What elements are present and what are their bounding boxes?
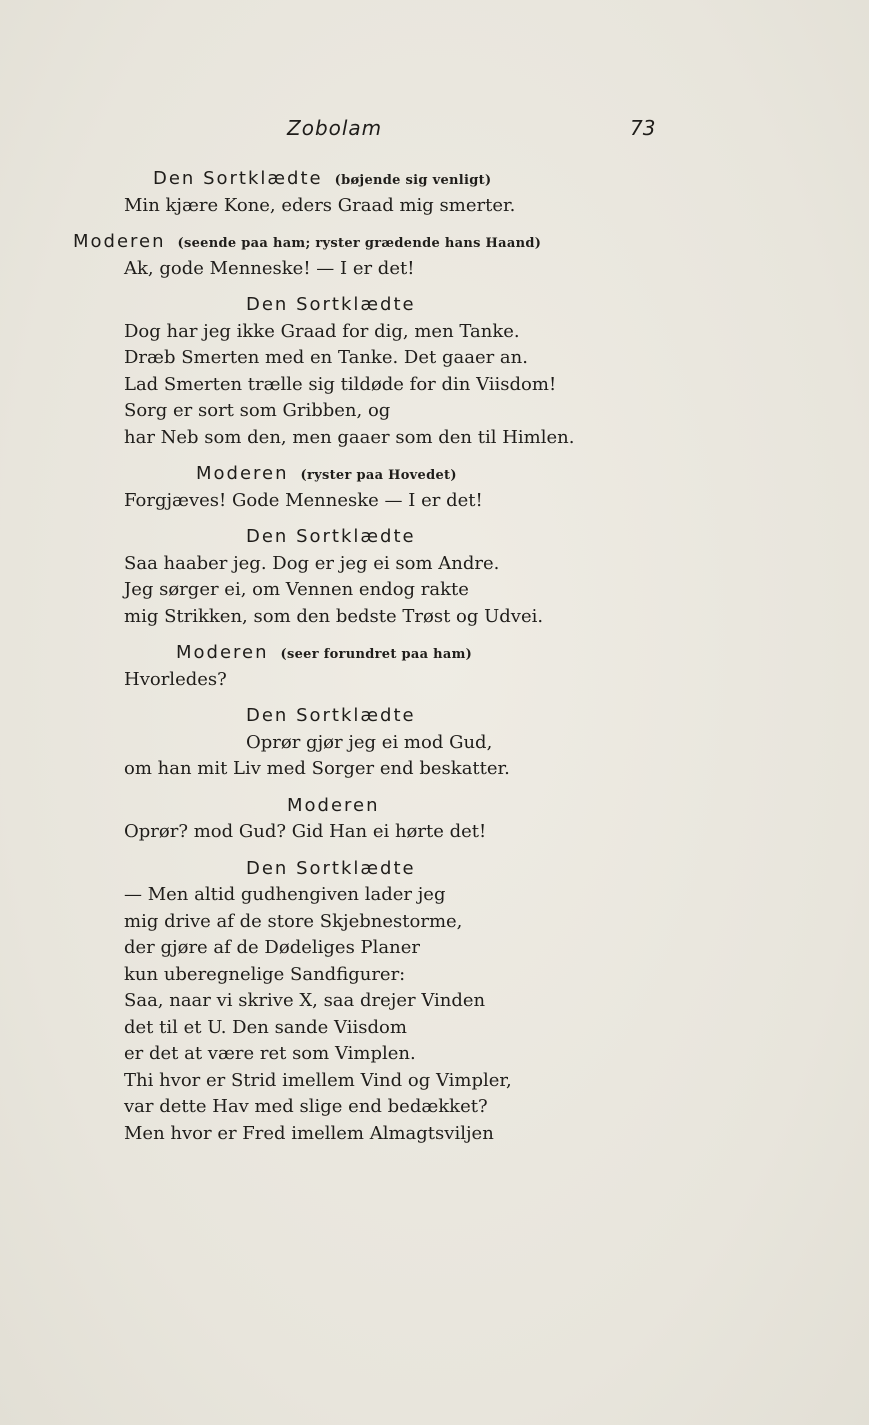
verse-line: Oprør? mod Gud? Gid Han ei hørte det! — [124, 821, 487, 842]
speaker-name: Moderen — [196, 463, 289, 484]
speaker-line — [0, 524, 869, 551]
speaker-line — [0, 166, 869, 193]
speaker-name: Moderen — [287, 794, 380, 816]
speaker-name: Den Sortklædte — [246, 857, 416, 879]
speaker-line — [0, 292, 869, 319]
verse-line: Thi hvor er Strid imellem Vind og Vimpler, — [124, 1069, 512, 1091]
speaker-name: Den Sortklædte — [246, 705, 416, 726]
speaker-name: Moderen — [73, 231, 166, 252]
speaker-line — [0, 640, 869, 667]
verse-line: Lad Smerten trælle sig tildøde for din Viisdom! — [124, 373, 557, 395]
verse-line: Men hvor er Fred imellem Almagtsviljen — [124, 1122, 494, 1144]
verse-line: Ak, gode Menneske! — I er det! — [124, 257, 415, 279]
verse-line: — Men altid gudhengiven lader jeg — [124, 884, 446, 905]
verse-line: kun uberegnelige Sandfigurer: — [124, 963, 406, 985]
verse-line: er det at være ret som Vimplen. — [124, 1043, 416, 1064]
verse-line: Forgjæves! Gode Menneske — I er det! — [124, 489, 483, 511]
verse-line: Saa haaber jeg. Dog er jeg ei som Andre. — [124, 552, 500, 574]
verse-line: Hvorledes? — [124, 668, 227, 690]
speaker-line — [0, 703, 869, 730]
stage-direction: (ryster paa Hovedet) — [300, 468, 457, 483]
running-title: Zobolam — [287, 116, 383, 140]
running-head — [0, 116, 869, 146]
verse-line: har Neb som den, men gaaer som den til Himlen. — [124, 426, 575, 448]
speaker-line — [0, 229, 869, 256]
stage-direction: (seende paa ham; ryster grædende hans Haand) — [177, 236, 542, 251]
verse-line: Jeg sørger ei, om Vennen endog rakte — [124, 579, 469, 600]
verse-line: mig drive af de store Skjebnestorme, — [124, 910, 463, 932]
verse-line: der gjøre af de Dødeliges Planer — [124, 937, 420, 958]
verse-line: mig Strikken, som den bedste Trøst og Udvei. — [124, 605, 544, 627]
verse-line: Oprør gjør jeg ei mod Gud, — [246, 731, 493, 753]
verse-line: var dette Hav med slige end bedækket? — [124, 1096, 488, 1117]
verse-line: Min kjære Kone, eders Graad mig smerter. — [124, 194, 516, 216]
page-number: 73 — [630, 116, 656, 140]
verse-line: om han mit Liv med Sorger end beskatter. — [124, 758, 510, 779]
speaker-name: Den Sortklædte — [153, 168, 323, 189]
speaker-line — [0, 856, 869, 883]
play-text — [0, 166, 869, 1147]
verse-line: det til et U. Den sande Viisdom — [124, 1016, 407, 1038]
stage-direction: (seer forundret paa ham) — [280, 647, 473, 662]
speaker-line — [0, 461, 869, 488]
speaker-name: Moderen — [176, 642, 269, 663]
verse-line: Dog har jeg ikke Graad for dig, men Tanke. — [124, 320, 520, 342]
verse-line: Saa, naar vi skrive X, saa drejer Vinden — [124, 990, 486, 1011]
speaker-name: Den Sortklædte — [246, 526, 416, 547]
verse-line: Dræb Smerten med en Tanke. Det gaaer an. — [124, 347, 528, 368]
speaker-line — [0, 793, 869, 820]
verse-line: Sorg er sort som Gribben, og — [124, 400, 391, 421]
speaker-name: Den Sortklædte — [246, 294, 416, 315]
stage-direction: (bøjende sig venligt) — [334, 173, 492, 188]
